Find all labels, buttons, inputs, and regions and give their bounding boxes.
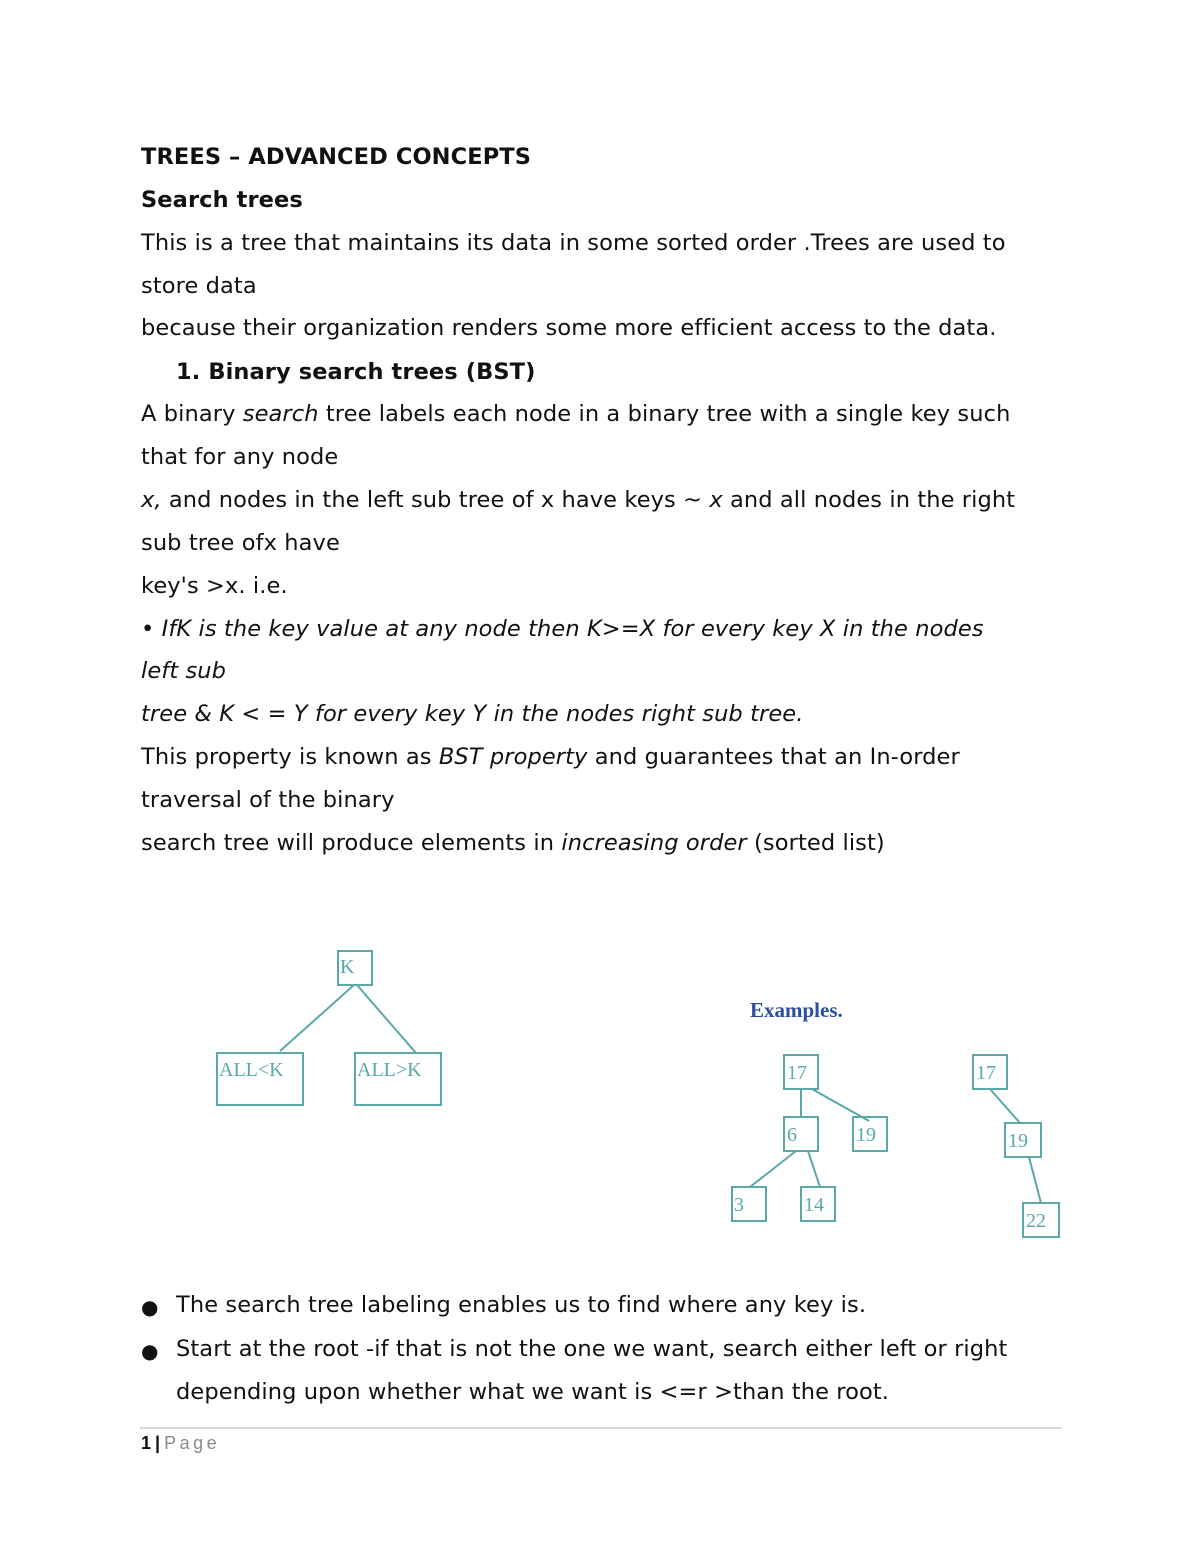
bullet-icon: ● [141,1339,159,1363]
generic-left-edge [280,985,354,1051]
bullet-2-line-2: depending upon whether what we want is <=r >than the root. [176,1379,890,1405]
generic-left-label: ALL<K [219,1059,284,1081]
text-span: This property is known as [141,744,439,770]
generic-right-label: ALL>K [357,1059,422,1081]
bst-figure [190,935,1080,1255]
tree2-edge-right-right [1029,1157,1041,1203]
generic-right-edge [357,985,416,1053]
emphasis-span: increasing order [561,830,747,856]
page-footer [141,1434,220,1452]
bst-definition-line-3 [141,489,1015,512]
property-line-3: tree & K < = Y for every key Y in the nodes right sub tree. [141,701,804,727]
bullet-icon: ● [141,1295,159,1319]
bullet-1-text: The search tree labeling enables us to find where any key is. [176,1292,867,1318]
bst-definition-line-2: that for any node [141,444,339,470]
bullet-2-line-1: Start at the root -if that is not the one we want, search either left or right [176,1336,1008,1362]
bst-definition-line-5: key's >x. i.e. [141,573,288,599]
bst-property-line-2: traversal of the binary [141,787,395,813]
page-word: Page [164,1433,221,1453]
bst-property-line-3 [141,832,885,855]
property-line-1: • IfK is the key value at any node then K>=X for every key X in the nodes [141,616,984,642]
page-number: 1 [141,1433,152,1453]
text-span: (sorted list) [746,830,885,856]
document-title: TREES – ADVANCED CONCEPTS [141,144,532,170]
text-span: and nodes in the left sub tree of x have keys ~ [161,487,710,513]
tree2-root-label: 17 [976,1062,996,1084]
tree1-left-label: 6 [787,1124,797,1146]
text-span: search tree will produce elements in [141,830,562,856]
subsection-number: 1. [176,359,201,385]
bst-definition-line-1 [141,403,1010,426]
text-span: A binary [141,401,243,427]
bst-definition-line-4: sub tree ofx have [141,530,340,556]
subsection-heading [176,361,536,384]
footer-divider [140,1427,1062,1429]
footer-separator: | [155,1433,161,1453]
tree2-edge-right [990,1089,1020,1123]
intro-line-3: because their organization renders some more efficient access to the data. [141,315,997,341]
tree1-edge-left-left [750,1151,796,1187]
intro-line-2: store data [141,273,257,299]
tree1-edge-left-right [808,1151,820,1187]
generic-bst-diagram [217,951,441,1105]
emphasis-span: x [709,487,723,513]
examples-label: Examples. [750,998,843,1022]
section-heading: Search trees [141,187,303,213]
text-span: and guarantees that an In-order [587,744,960,770]
tree1-left-left-label: 3 [734,1194,744,1216]
subsection-title: Binary search trees (BST) [208,359,536,385]
generic-root-label: K [340,956,355,978]
tree2-right-right-label: 22 [1026,1210,1046,1232]
tree1-left-right-label: 14 [804,1194,824,1216]
tree1-root-label: 17 [787,1062,807,1084]
bst-property-line-1 [141,746,960,769]
tree1-right-label: 19 [856,1124,876,1146]
emphasis-span: BST property [438,744,588,770]
text-span: tree labels each node in a binary tree with a single key such [318,401,1011,427]
emphasis-span: search [242,401,319,427]
tree2-right-label: 19 [1008,1130,1028,1152]
intro-line-1: This is a tree that maintains its data in some sorted order .Trees are used to [141,230,1006,256]
text-span: and all nodes in the right [722,487,1016,513]
emphasis-span: x, [141,487,162,513]
property-line-2: left sub [141,658,227,684]
